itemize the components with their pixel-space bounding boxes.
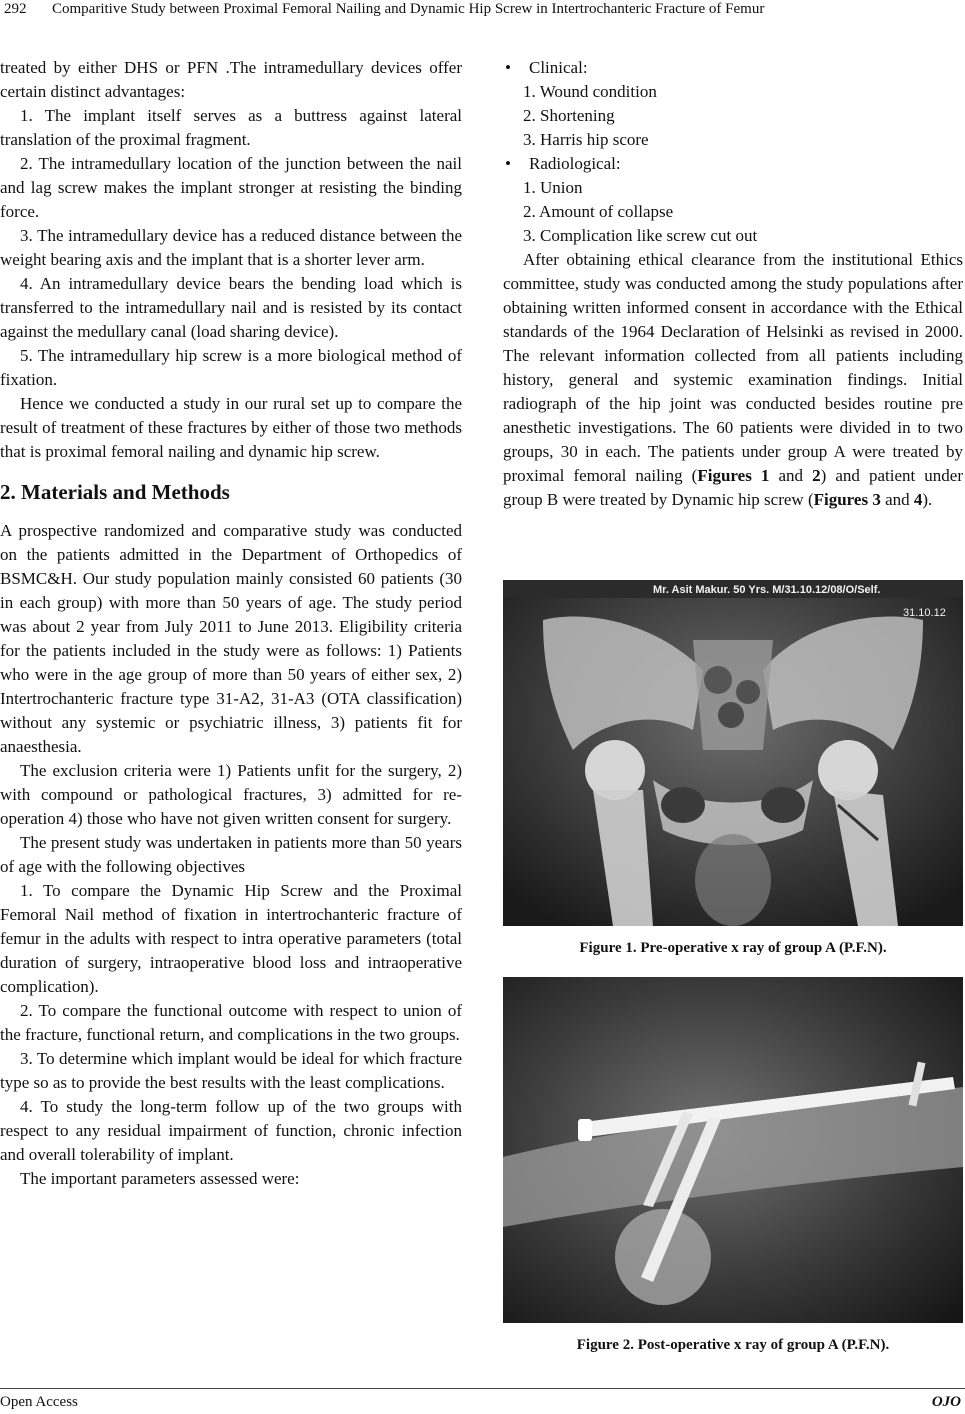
advantage-2: 2. The intramedullary location of the junction between the nail and lag screw makes the implant stronger at resisting the binding force. [0,154,462,221]
clinical-item-2: 2. Shortening [523,106,615,125]
bullet-icon: • [505,154,511,173]
paragraph-parameters: The important parameters assessed were: [20,1169,300,1188]
xray-date-label: 31.10.12 [903,607,946,619]
paragraph-hence: Hence we conducted a study in our rural set up to compare the result of treatment of these fractures by either of those two methods that is proximal femoral nailing and dynamic hip screw. [0,394,462,461]
clinical-label: Clinical: [529,58,588,77]
objective-1: 1. To compare the Dynamic Hip Screw and the Proximal Femoral Nail method of fixation in intertrochanteric fracture of femur in the adults with respect to intra operative parameters (total duration of surgery, intraoperative blood loss and intraoperative complication). [0,881,462,996]
figure-1 [503,580,963,958]
objective-2: 2. To compare the functional outcome with respect to union of the fracture, functional return, and complications in the two groups. [0,1001,462,1044]
xray-image-postop [503,977,963,1323]
paragraph-intro: treated by either DHS or PFN .The intramedullary devices offer certain distinct advantages: [0,58,462,101]
figure-2 [503,977,963,1355]
figure-2-caption: Figure 2. Post-operative x ray of group A (P.F.N). [576,1337,890,1353]
running-title: Comparitive Study between Proximal Femoral Nailing and Dynamic Hip Screw in Intertrochanteric Fracture of Femur [52,1,765,17]
radiological-item-1: 1. Union [523,178,583,197]
clinical-item-3: 3. Harris hip score [523,130,649,149]
xray-image-preop [503,580,963,926]
journal-abbreviation: OJO [931,1394,961,1410]
paragraph-exclusion: The exclusion criteria were 1) Patients unfit for the surgery, 2) with compound or pathological fractures, 3) admitted for re-operation 4) those who have not given written consent for surgery. [0,761,462,828]
radiological-item-3: 3. Complication like screw cut out [523,226,758,245]
objective-3: 3. To determine which implant would be ideal for which fracture type so as to provide the best results with the least complications. [0,1049,462,1092]
bullet-icon: • [505,58,511,77]
section-heading: 2. Materials and Methods [0,480,230,504]
ethics-text: After obtaining ethical clearance from the institutional Ethics committee, study was conducted among the study populations after obtaining written informed consent in accordance with the Ethical standards of the 1964 Declaration of Helsinki as revised in 2000. The relevant information collected from all patients including history, general and systemic examination findings. Initial radiograph of the hip joint was conducted besides routine pre anesthetic investigations. The 60 patients were divided in to two groups, 30 in each. The patients under group A were treated by proximal femoral nailing ( [503,250,963,485]
figure-ref-2[interactable]: 2 [812,466,821,485]
figure-1-caption: Figure 1. Pre-operative x ray of group A (P.F.N). [579,940,887,956]
implant-xray-graphic [503,977,963,1323]
advantage-1: 1. The implant itself serves as a buttress against lateral translation of the proximal fragment. [0,106,462,149]
page-number: 292 [4,1,27,17]
radiological-label: Radiological: [529,154,621,173]
radiological-item-2: 2. Amount of collapse [523,202,674,221]
open-access-label: Open Access [0,1394,78,1410]
advantage-5: 5. The intramedullary hip screw is a more biological method of fixation. [0,346,462,389]
bullet-clinical [503,56,963,80]
paragraph-present-study: The present study was undertaken in patients more than 50 years of age with the following objectives [0,833,462,876]
page-header [0,0,965,24]
pelvis-xray-graphic [503,580,963,926]
page-footer [0,1394,965,1414]
ethics-and-2: and [880,490,914,509]
objective-4: 4. To study the long-term follow up of the two groups with respect to any residual impairment of function, chronic infection and overall tolerability of implant. [0,1097,462,1164]
figure-ref-3[interactable]: Figures 3 [813,490,881,509]
ethics-text-mid: ) and patient under group B were treated by Dynamic hip screw ( [503,466,963,509]
left-column [0,56,462,1191]
paragraph-ethics [503,248,963,512]
advantage-4: 4. An intramedullary device bears the bending load which is transferred to the intramedullary nail and is resisted by its contact against the medullary canal (load sharing device). [0,274,462,341]
advantage-3: 3. The intramedullary device has a reduced distance between the weight bearing axis and the implant that is a shorter lever arm. [0,226,462,269]
bullet-radiological [503,152,963,176]
right-column [503,56,963,512]
footer-rule [0,1388,965,1389]
paragraph-study-design: A prospective randomized and comparative study was conducted on the patients admitted in the Department of Orthopedics of BSMC&H. Our study population mainly consisted 60 patients (30 in each group) with more than 50 years of age. The study period was about 2 year from July 2011 to June 2013. Eligibility criteria for the patients included in the study were as follows: 1) Patients who were in the age group of more than 50 years of either sex, 2) Intertrochanteric fracture type 31-A2, 31-A3 (OTA classification) without any systemic or psychiatric illness, 3) patients fit for anaesthesia. [0,521,462,756]
ethics-and-1: and [769,466,813,485]
figure-ref-4[interactable]: 4 [913,490,923,509]
xray-patient-label: Mr. Asit Makur. 50 Yrs. M/31.10.12/08/O/Self. [653,584,881,596]
ethics-text-end: ). [922,490,933,509]
clinical-item-1: 1. Wound condition [523,82,657,101]
figure-ref-1[interactable]: Figures 1 [697,466,770,485]
